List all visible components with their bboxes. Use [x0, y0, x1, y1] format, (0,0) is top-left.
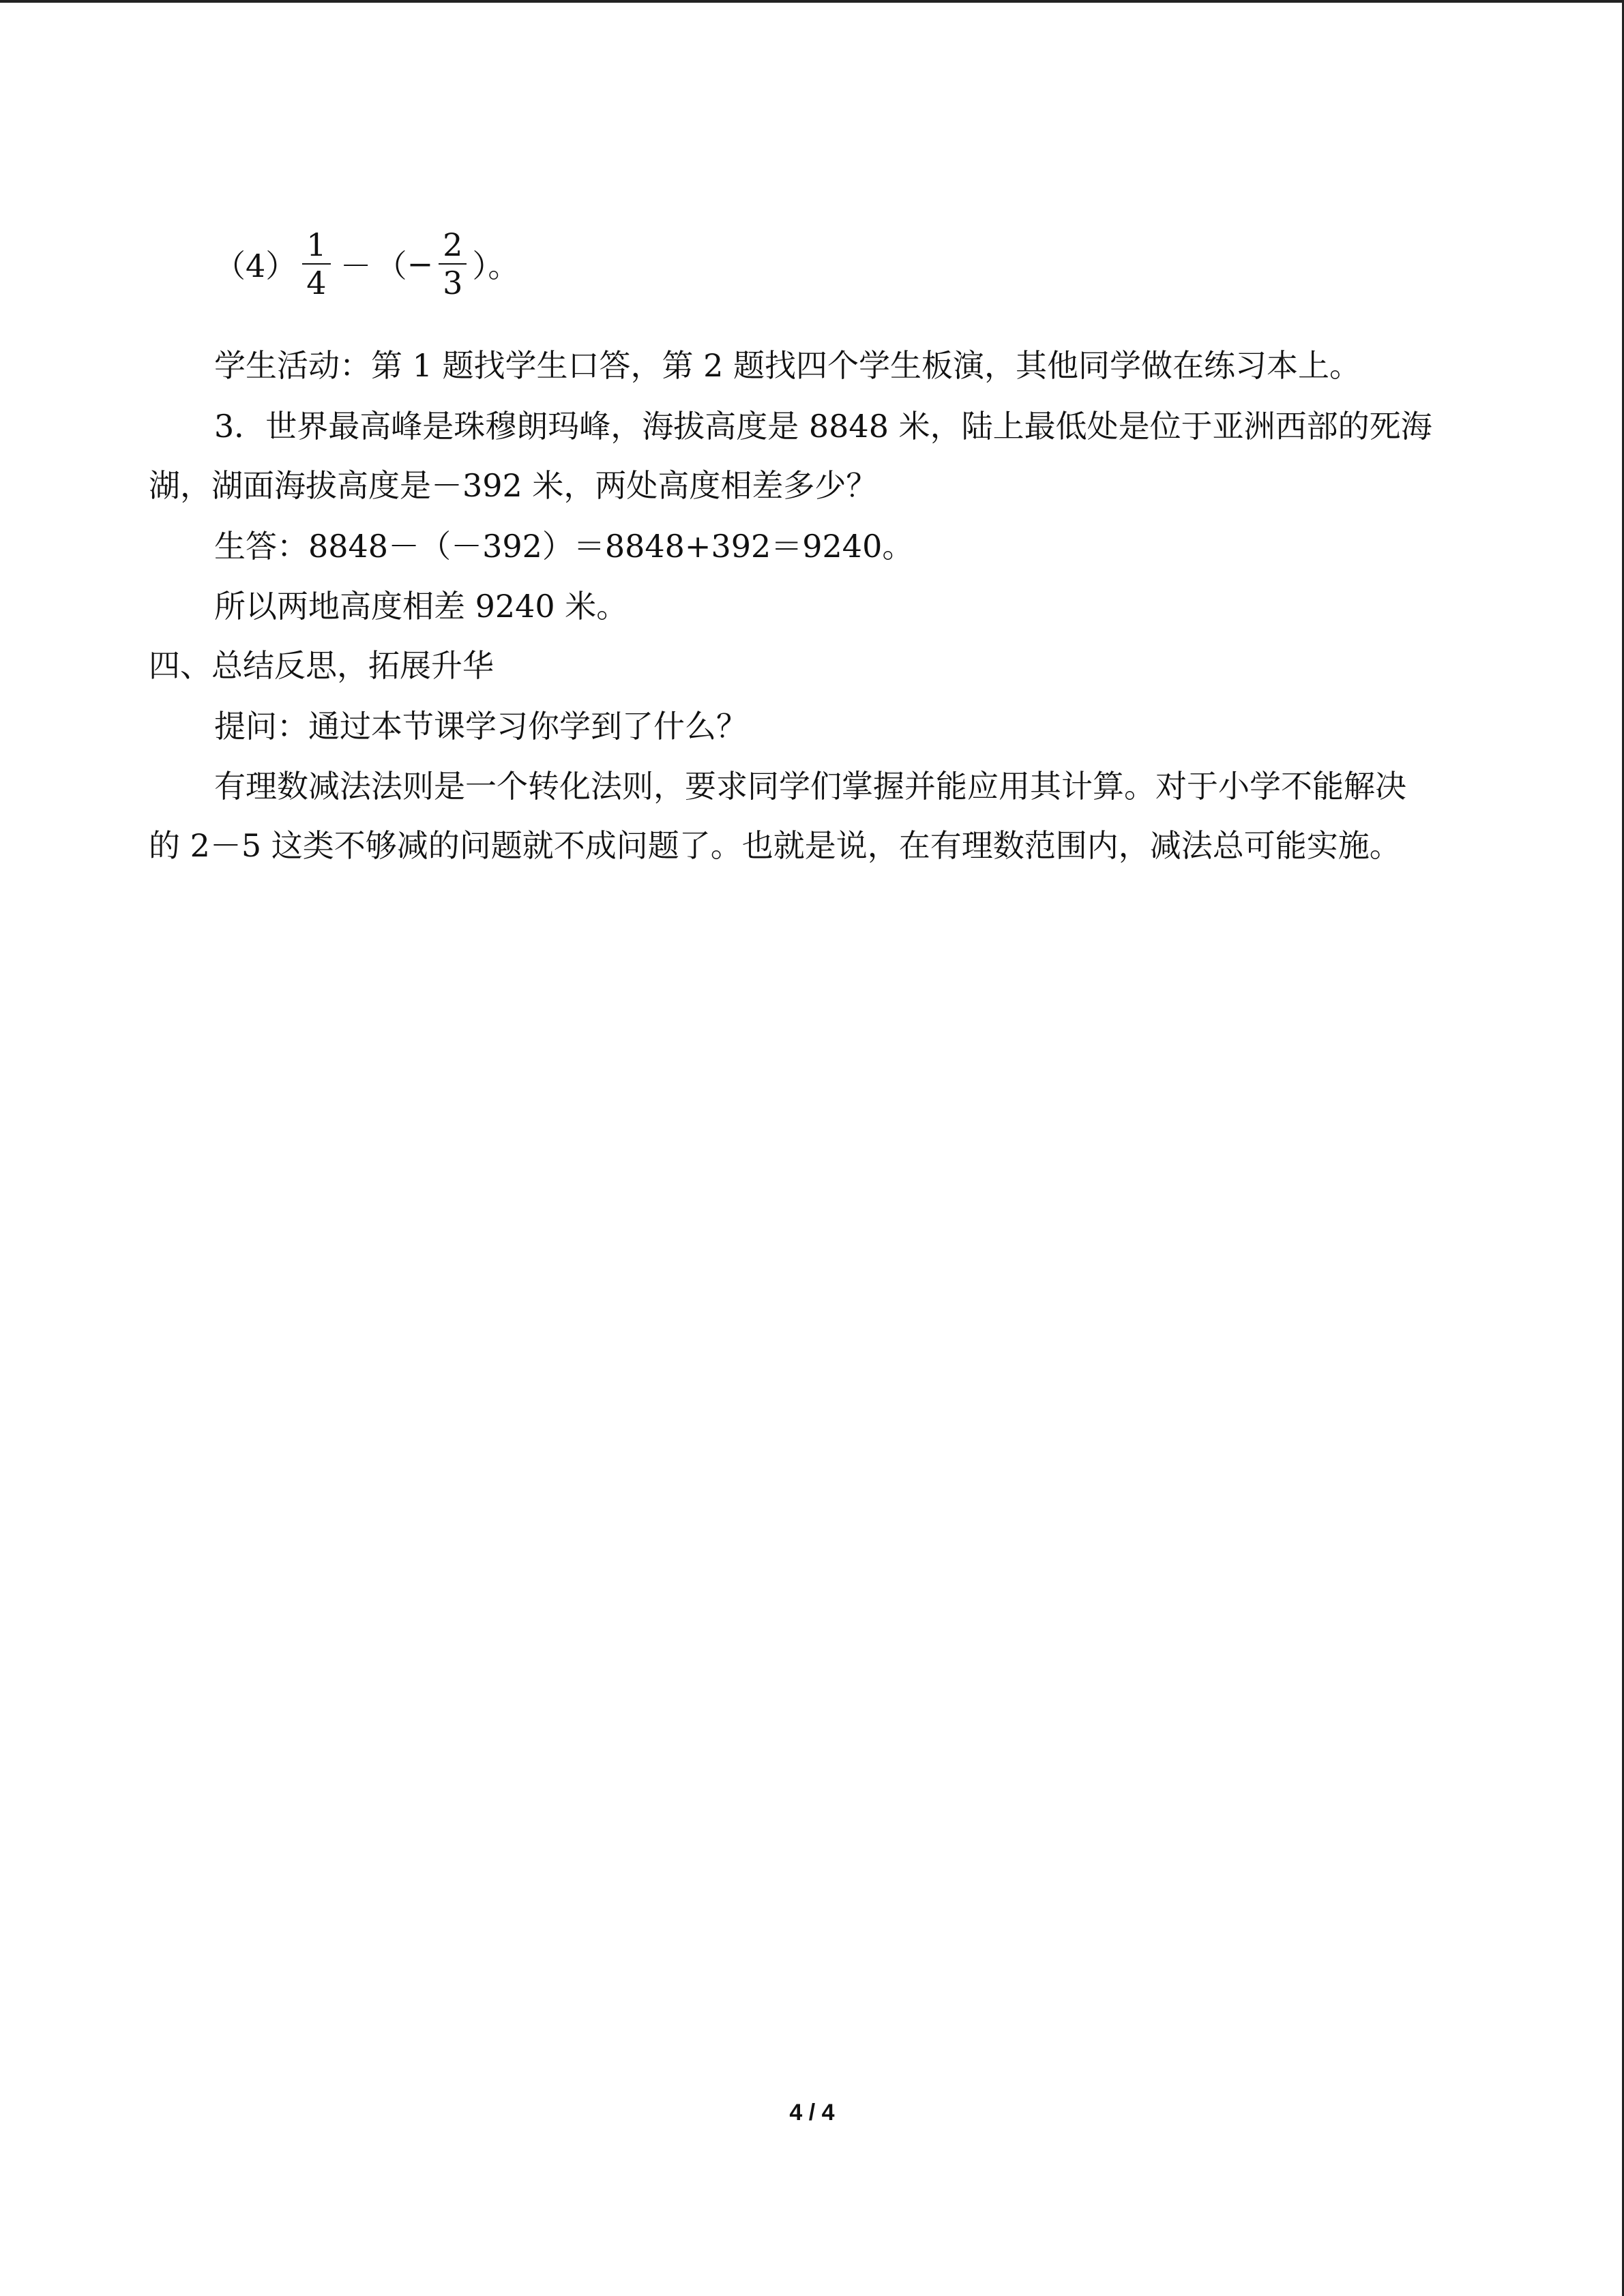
- negative-sign: −: [407, 245, 434, 282]
- open-paren: （: [375, 248, 407, 284]
- paragraph-question-3-line2: 湖，湖面海拔高度是－392 米，两处高度相差多少？: [149, 467, 878, 504]
- fraction-two-thirds: [439, 226, 467, 301]
- page-number: 4 / 4: [789, 2100, 835, 2126]
- fraction-numerator: 2: [443, 226, 463, 263]
- paragraph-summary-line2: 的 2－5 这类不够减的问题就不成问题了。也就是说，在有理数范围内，减法总可能实施。: [149, 827, 1401, 864]
- minus-sign: －: [340, 248, 372, 284]
- section-heading-4: 四、总结反思，拓展升华: [149, 647, 494, 684]
- problem-4-expression: [214, 220, 519, 308]
- fraction-numerator: 1: [306, 226, 327, 263]
- paragraph-question-3-line1: 3．世界最高峰是珠穆朗玛峰，海拔高度是 8848 米，陆上最低处是位于亚洲西部的死海: [214, 408, 1432, 445]
- problem-4-label: （4）: [214, 248, 297, 284]
- fraction-one-quarter: [302, 226, 330, 301]
- fraction-denominator: 4: [306, 265, 327, 301]
- close-paren: ）。: [472, 248, 520, 284]
- paragraph-student-activity: 学生活动：第 1 题找学生口答，第 2 题找四个学生板演，其他同学做在练习本上。: [214, 347, 1361, 384]
- paragraph-conclusion: 所以两地高度相差 9240 米。: [214, 588, 628, 625]
- paragraph-summary-line1: 有理数减法法则是一个转化法则，要求同学们掌握并能应用其计算。对于小学不能解决: [214, 768, 1406, 805]
- paragraph-student-answer: 生答：8848－（－392）＝8848+392＝9240。: [214, 528, 914, 565]
- paragraph-question-prompt: 提问：通过本节课学习你学到了什么？: [214, 708, 748, 745]
- fraction-denominator: 3: [443, 265, 463, 301]
